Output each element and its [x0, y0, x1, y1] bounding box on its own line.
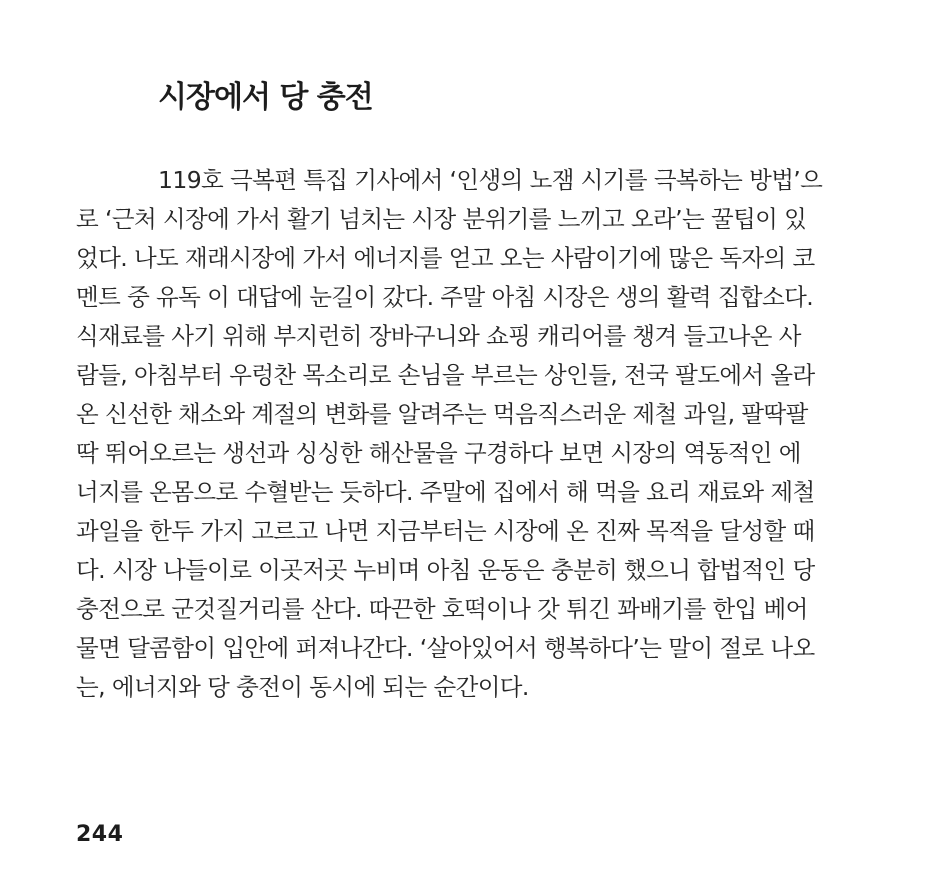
text-line: 멘트 중 유독 이 대답에 눈길이 갔다. 주말 아침 시장은 생의 활력 집합소다. [76, 283, 814, 311]
text-line: 과일을 한두 가지 고르고 나면 지금부터는 시장에 온 진짜 목적을 달성할 때 [76, 517, 815, 545]
text-line: 다. 시장 나들이로 이곳저곳 누비며 아침 운동은 충분히 했으니 합법적인 당 [76, 556, 815, 584]
text-line: 딱 뛰어오르는 생선과 싱싱한 해산물을 구경하다 보면 시장의 역동적인 에 [76, 439, 801, 467]
text-line: 는, 에너지와 당 충전이 동시에 되는 순간이다. [76, 673, 529, 701]
page-title: 시장에서 당 충전 [158, 80, 373, 115]
text-line: 너지를 온몸으로 수혈받는 듯하다. 주말에 집에서 해 먹을 요리 재료와 제철 [76, 478, 815, 506]
page-number: 244 [76, 822, 124, 847]
text-line: 식재료를 사기 위해 부지런히 장바구니와 쇼핑 캐리어를 챙겨 들고나온 사 [76, 322, 801, 350]
text-line: 온 신선한 채소와 계절의 변화를 알려주는 먹음직스러운 제철 과일, 팔딱팔 [76, 400, 808, 428]
text-line: 었다. 나도 재래시장에 가서 에너지를 얻고 오는 사람이기에 많은 독자의 코 [76, 244, 815, 272]
text-line: 물면 달콤함이 입안에 퍼져나간다. ‘살아있어서 행복하다’는 말이 절로 나오 [76, 634, 815, 662]
text-line: 람들, 아침부터 우렁찬 목소리로 손님을 부르는 상인들, 전국 팔도에서 올라 [76, 361, 815, 389]
text-line: 충전으로 군것질거리를 산다. 따끈한 호떡이나 갓 튀긴 꽈배기를 한입 베어 [76, 595, 808, 623]
text-line: 119호 극복편 특집 기사에서 ‘인생의 노잼 시기를 극복하는 방법’으 [158, 166, 823, 194]
text-line: 로 ‘근처 시장에 가서 활기 넘치는 시장 분위기를 느끼고 오라’는 꿀팁이 있 [76, 205, 807, 233]
body-paragraph [76, 161, 846, 707]
